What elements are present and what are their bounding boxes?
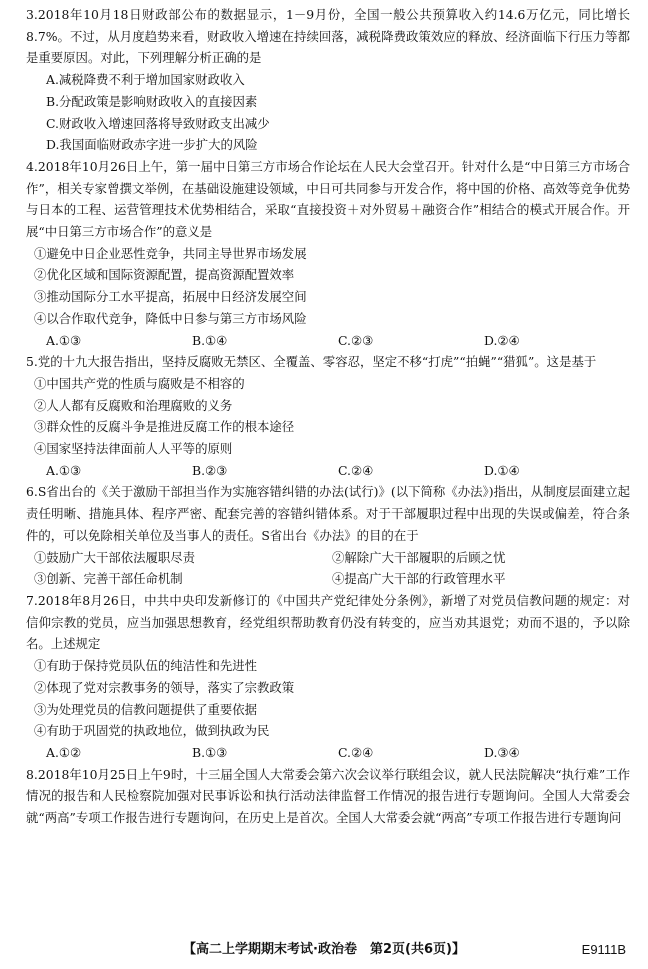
choice-a: A.①③ xyxy=(46,332,82,348)
statement-row xyxy=(26,568,630,590)
page-footer xyxy=(0,939,648,961)
statement-1: ①有助于保持党员队伍的纯洁性和先进性 xyxy=(34,658,258,674)
choice-c: C.②④ xyxy=(338,744,374,760)
choice-d: D.②④ xyxy=(484,332,520,348)
statement-4: ④提高广大干部的行政管理水平 xyxy=(332,571,506,587)
statement-3: ③推动国际分工水平提高，拓展中日经济发展空间 xyxy=(34,289,307,305)
statement-3: ③为处理党员的信教问题提供了重要依据 xyxy=(34,701,258,717)
statement-2: ②优化区域和国际资源配置，提高资源配置效率 xyxy=(34,267,295,283)
question-7 xyxy=(26,590,630,764)
statement-2: ②体现了党对宗教事务的领导，落实了宗教政策 xyxy=(34,679,295,695)
statement-4: ④以合作取代竞争，降低中日参与第三方市场风险 xyxy=(34,310,307,326)
option-c: C.财政收入增速回落将导致财政支出减少 xyxy=(46,115,270,131)
statement-3: ③群众性的反腐斗争是推进反腐工作的根本途径 xyxy=(34,419,295,435)
question-stem: 8.2018年10月25日上午9时，十三届全国人大常委会第六次会议举行联组会议，就人民法院解决“执行难”工作情况的报告和人民检察院加强对民事诉讼和执行活动法律监督工作情况的报告进行专题询问。全国人大常委会就“两高”专项工作报告进行专题询问，在历史上是首次。全国人大常委会就“两高”专项工作报告进行专题询问 xyxy=(26,766,630,826)
footer-title: 【高二上学期期末考试·政治卷 第2页(共6页)】 xyxy=(183,942,465,957)
choice-d: D.③④ xyxy=(484,744,520,760)
option-d: D.我国面临财政赤字进一步扩大的风险 xyxy=(46,137,258,153)
statement-2: ②解除广大干部履职的后顾之忧 xyxy=(332,549,506,565)
exam-code: E9111B xyxy=(581,942,626,957)
option-a: A.减税降费不利于增加国家财政收入 xyxy=(46,72,245,88)
statement-1: ①中国共产党的性质与腐败是不相容的 xyxy=(34,375,245,391)
question-4 xyxy=(26,156,630,351)
question-6 xyxy=(26,481,630,590)
statement-1: ①鼓励广大干部依法履职尽责 xyxy=(34,549,196,565)
statement-2: ②人人都有反腐败和治理腐败的义务 xyxy=(34,397,233,413)
choice-b: B.①③ xyxy=(192,744,228,760)
statement-3: ③创新、完善干部任命机制 xyxy=(34,571,183,587)
question-3 xyxy=(26,4,630,156)
statement-row xyxy=(26,547,630,569)
choice-d: D.①④ xyxy=(484,462,520,478)
answer-choices xyxy=(26,330,630,352)
statement-4: ④国家坚持法律面前人人平等的原则 xyxy=(34,441,233,457)
choice-b: B.①④ xyxy=(192,332,228,348)
answer-choices xyxy=(26,742,630,764)
choice-a: A.①③ xyxy=(46,462,82,478)
option-b: B.分配政策是影响财政收入的直接因素 xyxy=(46,93,258,109)
question-8 xyxy=(26,764,630,829)
question-stem: 4.2018年10月26日上午，第一届中日第三方市场合作论坛在人民大会堂召开。针对什么是“中日第三方市场合作”，相关专家曾撰文举例，在基础设施建设领域，中日可共同参与开发合作，将中国的价格、高效等竞争优势与日本的工程、运营管理技术优势相结合，采取“直接投资＋对外贸易＋融资合作”相结合的模式开展合作。开展“中日第三方市场合作”的意义是 xyxy=(26,158,630,240)
answer-choices xyxy=(26,460,630,482)
statement-1: ①避免中日企业恶性竞争，共同主导世界市场发展 xyxy=(34,245,307,261)
question-5 xyxy=(26,351,630,481)
choice-b: B.②③ xyxy=(192,462,228,478)
question-stem: 6.S省出台的《关于激励干部担当作为实施容错纠错的办法(试行)》(以下简称《办法》)指出，从制度层面建立起责任明晰、措施具体、程序严密、配套完善的容错纠错体系。对于干部履职过程中出现的失误或偏差，符合条件的，可以免除相关单位及当事人的责任。S省出台《办法》的目的在于 xyxy=(26,484,630,543)
question-stem: 3.2018年10月18日财政部公布的数据显示，1－9月份，全国一般公共预算收入约14.6万亿元，同比增长8.7%。不过，从月度趋势来看，财政收入增速在持续回落，减税降费政策效应的释放、经济面临下行压力等都是重要原因。对此，下列理解分析正确的是 xyxy=(26,7,630,66)
choice-c: C.②④ xyxy=(338,462,374,478)
question-stem: 7.2018年8月26日，中共中央印发新修订的《中国共产党纪律处分条例》，新增了对党员信教问题的规定：对信仰宗教的党员，应当加强思想教育，经党组织帮助教育仍没有转变的，应当劝其退党；劝而不退的，予以除名。上述规定 xyxy=(26,592,630,652)
choice-a: A.①② xyxy=(46,744,82,760)
statement-4: ④有助于巩固党的执政地位，做到执政为民 xyxy=(34,723,270,739)
choice-c: C.②③ xyxy=(338,332,374,348)
question-stem: 5.党的十九大报告指出，坚持反腐败无禁区、全覆盖、零容忍，坚定不移“打虎”“拍蝇”“猎狐”。这是基于 xyxy=(26,354,597,370)
